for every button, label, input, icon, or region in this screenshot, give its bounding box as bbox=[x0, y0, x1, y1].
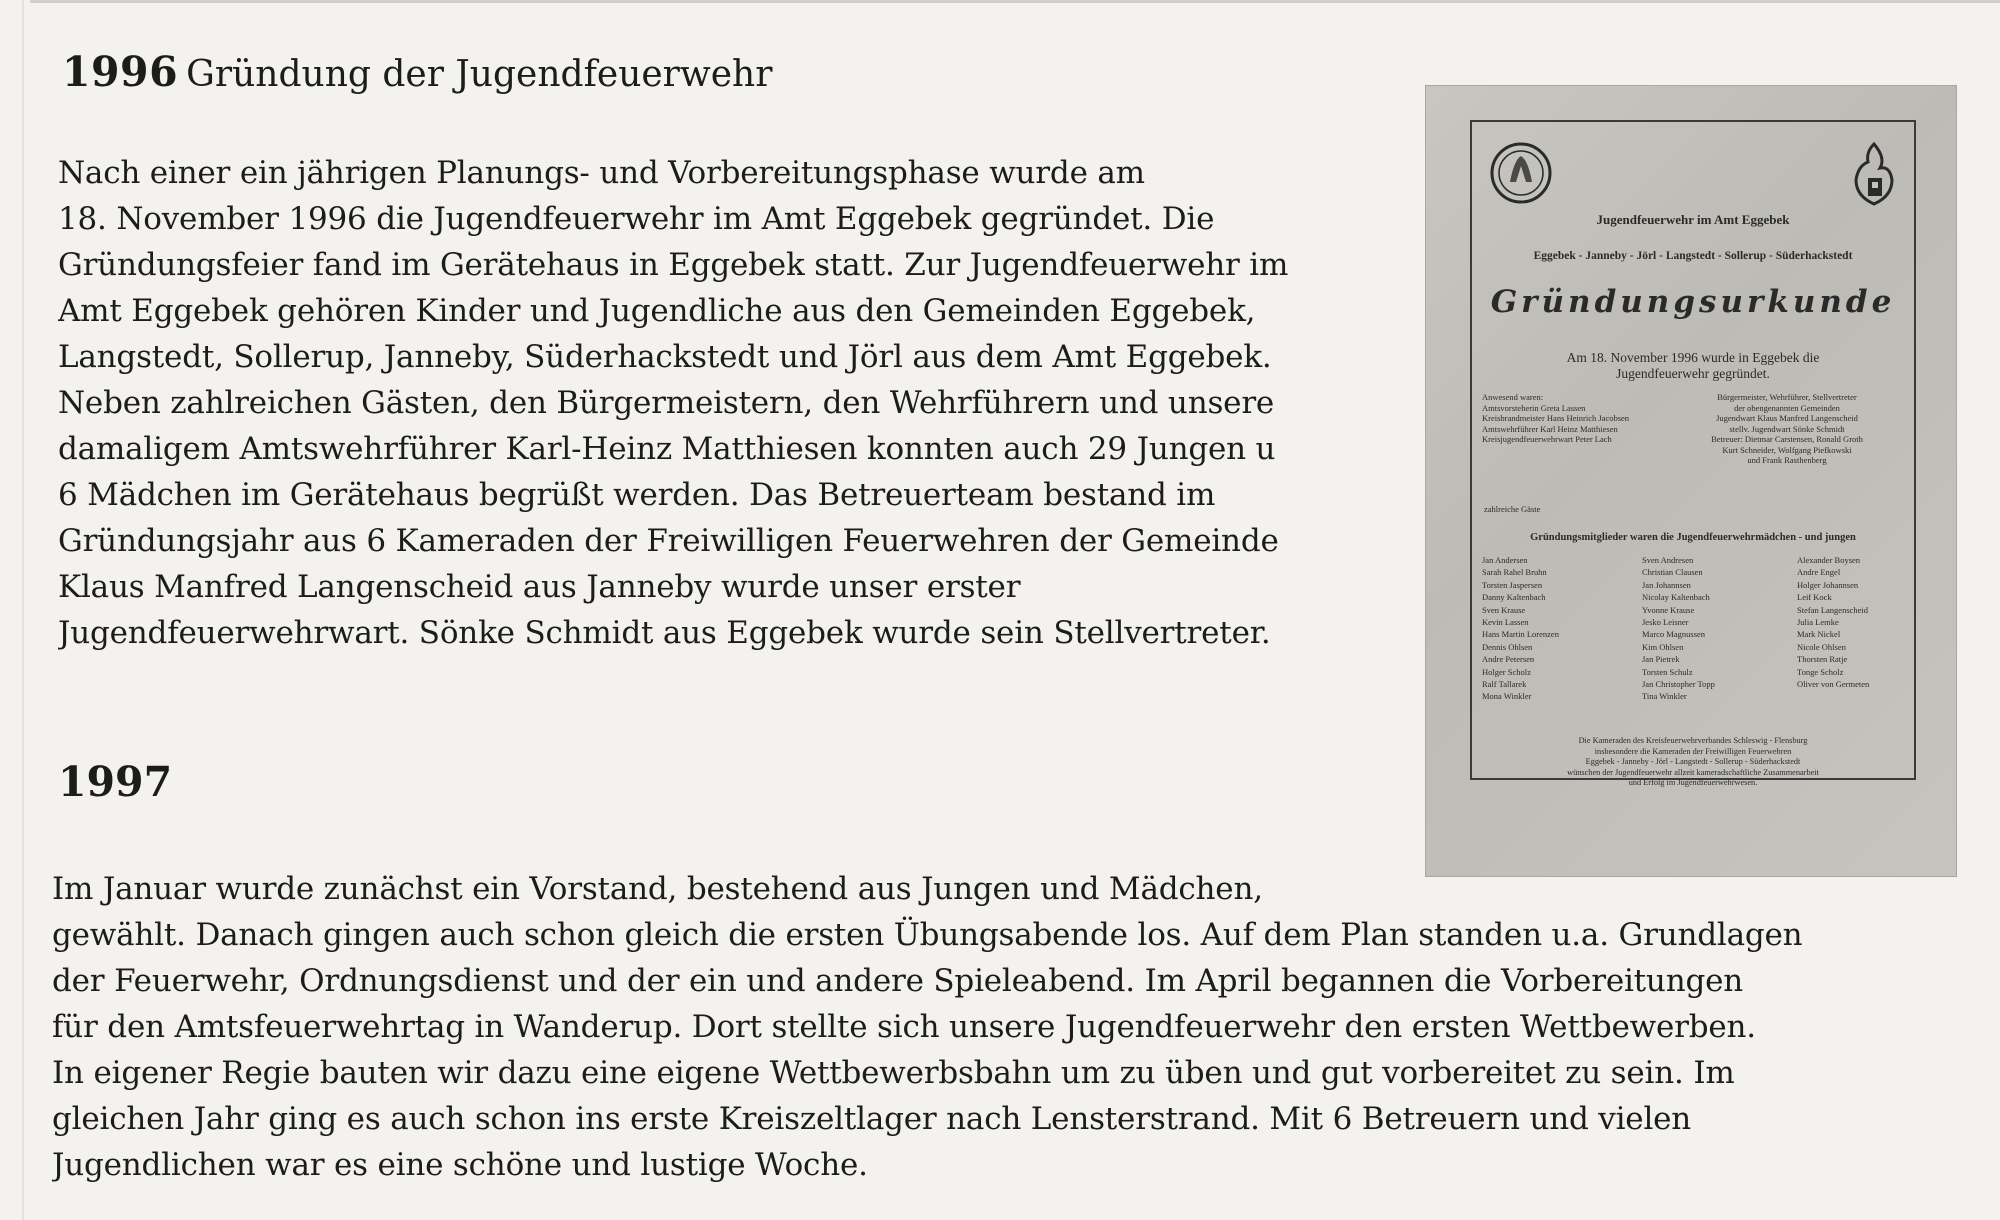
member-name: Nicole Ohlsen bbox=[1797, 641, 1846, 652]
member-name: Jan Johannsen bbox=[1642, 579, 1691, 590]
scan-edge-top bbox=[30, 0, 2000, 3]
member-name: Ralf Tallarek bbox=[1482, 679, 1527, 690]
paragraph-line: Amt Eggebek gehören Kinder und Jugendliche aus den Gemeinden Eggebek, bbox=[58, 293, 1256, 329]
member-name: Tonge Scholz bbox=[1797, 666, 1844, 677]
section-1996-paragraph bbox=[58, 150, 1388, 656]
member-name: Mona Winkler bbox=[1482, 691, 1532, 702]
member-name: Kevin Lassen bbox=[1482, 617, 1529, 628]
attendees-right-column bbox=[1692, 392, 1882, 466]
members-column-1 bbox=[1482, 554, 1612, 703]
paragraph-line: Gründungsfeier fand im Gerätehaus in Eggebek statt. Zur Jugendfeuerwehr im bbox=[58, 247, 1289, 283]
member-name: Holger Scholz bbox=[1482, 666, 1531, 677]
certificate-towns: Eggebek - Janneby - Jörl - Langstedt - Sollerup - Süderhackstedt bbox=[1533, 250, 1853, 262]
certificate-organisation: Jugendfeuerwehr im Amt Eggebek bbox=[1596, 212, 1790, 227]
attendee-line: Amtswehrführer Karl Heinz Matthiesen bbox=[1482, 423, 1618, 434]
paragraph-line: 6 Mädchen im Gerätehaus begrüßt werden. Das Betreuerteam bestand im bbox=[58, 477, 1216, 513]
certificate-guests: zahlreiche Gäste bbox=[1484, 504, 1541, 514]
paragraph-line: Gründungsjahr aus 6 Kameraden der Freiwilligen Feuerwehren der Gemeinde bbox=[58, 523, 1279, 559]
member-name: Sarah Rahel Bruhn bbox=[1482, 567, 1547, 578]
member-name: Tina Winkler bbox=[1642, 691, 1687, 702]
paragraph-line: damaligem Amtswehrführer Karl-Heinz Matthiesen konnten auch 29 Jungen u bbox=[58, 431, 1276, 467]
section-1996-heading bbox=[62, 48, 772, 96]
member-name: Thorsten Ratje bbox=[1797, 654, 1848, 665]
member-name: Jan Christopher Topp bbox=[1642, 679, 1715, 690]
member-name: Jesko Leisner bbox=[1642, 617, 1689, 628]
member-name: Torsten Schulz bbox=[1642, 666, 1693, 677]
founding-certificate-photo bbox=[1426, 86, 1956, 876]
certificate-footer bbox=[1512, 736, 1874, 789]
fire-brigade-emblem-icon bbox=[1490, 142, 1552, 204]
member-name: Julia Lemke bbox=[1797, 617, 1839, 628]
certificate-frame bbox=[1470, 120, 1916, 787]
member-name: Marco Magnussen bbox=[1642, 629, 1706, 640]
member-name: Leif Kock bbox=[1797, 592, 1832, 603]
attendee-line: Betreuer: Dietmar Carstensen, Ronald Groth bbox=[1711, 434, 1863, 444]
attendee-line: der obengenannten Gemeinden bbox=[1734, 402, 1840, 413]
paragraph-line: gewählt. Danach gingen auch schon gleich die ersten Übungsabende los. Auf dem Plan standen u.a. Grundlagen bbox=[52, 917, 1803, 953]
paragraph-line: 18. November 1996 die Jugendfeuerwehr im Amt Eggebek gegründet. Die bbox=[58, 201, 1215, 237]
member-name: Alexander Boysen bbox=[1797, 555, 1861, 565]
member-name: Jan Pietrek bbox=[1642, 654, 1680, 665]
youth-fire-brigade-flame-icon bbox=[1846, 140, 1902, 208]
paragraph-line: Nach einer ein jährigen Planungs- und Vorbereitungsphase wurde am bbox=[58, 155, 1145, 191]
attendee-line: Amtsvorsteherin Greta Lassen bbox=[1482, 402, 1586, 413]
member-name: Kim Ohlsen bbox=[1642, 641, 1684, 652]
member-name: Hans Martin Lorenzen bbox=[1482, 629, 1559, 640]
paragraph-line: In eigener Regie bauten wir dazu eine eigene Wettbewerbsbahn um zu üben und gut vorbereitet zu sein. Im bbox=[52, 1055, 1735, 1091]
paragraph-line: Langstedt, Sollerup, Janneby, Süderhackstedt und Jörl aus dem Amt Eggebek. bbox=[58, 339, 1272, 375]
member-name: Andre Engel bbox=[1797, 567, 1841, 578]
attendee-line: Bürgermeister, Wehrführer, Stellvertreter bbox=[1717, 392, 1857, 402]
attendee-line: Kreisbrandmeister Hans Heinrich Jacobsen bbox=[1482, 413, 1630, 423]
paragraph-line: Im Januar wurde zunächst ein Vorstand, bestehend aus Jungen und Mädchen, bbox=[52, 871, 1263, 907]
year-1996: 1996 bbox=[62, 48, 179, 96]
member-name: Stefan Langenscheid bbox=[1797, 604, 1869, 615]
member-name: Dennis Ohlsen bbox=[1482, 641, 1533, 652]
attendee-line: Jugendwart Klaus Manfred Langenscheid bbox=[1716, 413, 1858, 423]
member-name: Torsten Jaspersen bbox=[1482, 579, 1543, 590]
member-name: Nicolay Kaltenbach bbox=[1642, 592, 1710, 603]
member-name: Mark Nickel bbox=[1797, 629, 1841, 640]
paragraph-line: gleichen Jahr ging es auch schon ins erste Kreiszeltlager nach Lensterstrand. Mit 6 Betreuern und vielen bbox=[52, 1101, 1692, 1137]
certificate-intro: Am 18. November 1996 wurde in Eggebek die Jugendfeuerwehr gegründet. bbox=[1566, 350, 1820, 381]
paragraph-line: Neben zahlreichen Gästen, den Bürgermeistern, den Wehrführern und unsere bbox=[58, 385, 1275, 421]
section-1996-title: Gründung der Jugendfeuerwehr bbox=[186, 54, 773, 95]
member-name: Christian Clausen bbox=[1642, 567, 1703, 578]
member-name: Jan Andersen bbox=[1482, 555, 1528, 565]
member-name: Oliver von Germeten bbox=[1797, 679, 1870, 690]
attendee-line: Anwesend waren: bbox=[1482, 392, 1544, 402]
member-name: Yvonne Krause bbox=[1642, 604, 1695, 615]
member-name: Andre Petersen bbox=[1482, 654, 1535, 665]
footer-line: insbesondere die Kameraden der Freiwilligen Feuerwehren bbox=[1594, 746, 1792, 756]
member-name: Danny Kaltenbach bbox=[1482, 592, 1546, 603]
year-1997: 1997 bbox=[58, 758, 173, 806]
member-name: Sven Krause bbox=[1482, 604, 1526, 615]
paragraph-line: Jugendfeuerwehrwart. Sönke Schmidt aus Eggebek wurde sein Stellvertreter. bbox=[58, 615, 1271, 651]
members-column-3 bbox=[1797, 554, 1927, 690]
paragraph-line: Jugendlichen war es eine schöne und lustige Woche. bbox=[52, 1147, 868, 1183]
attendee-line: Kreisjugendfeuerwehrwart Peter Lach bbox=[1482, 434, 1612, 444]
section-1997-paragraph bbox=[52, 866, 1972, 1188]
attendee-line: Kurt Schneider, Wolfgang Piefkowski bbox=[1722, 444, 1852, 455]
member-name: Holger Johannsen bbox=[1797, 579, 1859, 590]
footer-line: und Erfolg im Jugendfeuerwehrwesen. bbox=[1628, 778, 1758, 787]
certificate-members-heading: Gründungsmitglieder waren die Jugendfeuerwehrmädchen - und jungen bbox=[1530, 532, 1856, 543]
member-name: Sven Andresen bbox=[1642, 555, 1694, 565]
members-column-2 bbox=[1642, 554, 1772, 703]
attendee-line: und Frank Rasthenberg bbox=[1747, 455, 1827, 465]
paragraph-line: der Feuerwehr, Ordnungsdienst und der ein und andere Spieleabend. Im April begannen die Vorbereitungen bbox=[52, 963, 1744, 999]
paragraph-line: für den Amtsfeuerwehrtag in Wanderup. Dort stellte sich unsere Jugendfeuerwehr den ersten Wettbewerben. bbox=[52, 1009, 1756, 1045]
footer-line: wünschen der Jugendfeuerwehr allzeit kameradschaftliche Zusammenarbeit bbox=[1567, 767, 1819, 777]
certificate-title: Gründungsurkunde bbox=[1490, 284, 1896, 320]
paragraph-line: Klaus Manfred Langenscheid aus Janneby wurde unser erster bbox=[58, 569, 1021, 605]
footer-line: Die Kameraden des Kreisfeuerwehrverbandes Schleswig - Flensburg bbox=[1578, 736, 1808, 745]
attendees-left-column bbox=[1482, 392, 1682, 445]
attendee-line: stellv. Jugendwart Sönke Schmidt bbox=[1729, 423, 1845, 434]
footer-line: Eggebek - Janneby - Jörl - Langstedt - Sollerup - Süderhackstedt bbox=[1585, 757, 1801, 766]
scan-edge-left bbox=[22, 0, 24, 1220]
